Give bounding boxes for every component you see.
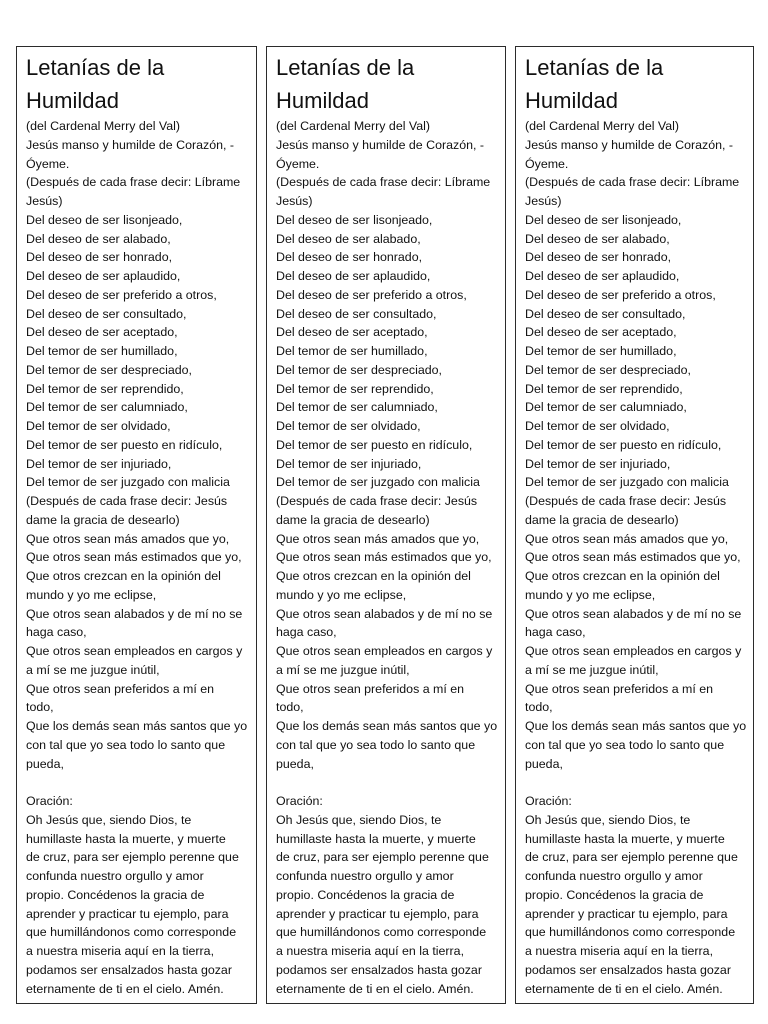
litany-line: con tal que yo sea todo lo santo que xyxy=(525,737,725,752)
litany-line: Que otros sean alabados y de mí no se xyxy=(276,606,493,621)
title-line: Letanías de la xyxy=(525,55,664,80)
litany-line: Del deseo de ser aceptado, xyxy=(276,325,428,340)
prayer-line: confunda nuestro orgullo y amor xyxy=(26,869,204,883)
litany-line: Jesús) xyxy=(26,194,63,208)
litany-line: Que otros sean empleados en cargos y xyxy=(26,644,243,658)
prayer-line: que humillándonos como corresponde xyxy=(26,925,237,940)
litany-line: Del temor de ser humillado, xyxy=(26,344,178,358)
prayer-text xyxy=(525,811,749,999)
litany-line: Del temor de ser olvidado, xyxy=(26,419,171,433)
attribution: (del Cardenal Merry del Val) xyxy=(525,119,680,133)
litany-line: haga caso, xyxy=(276,625,337,640)
litany-line: Que otros sean empleados en cargos y xyxy=(276,644,493,658)
litany-line: Del temor de ser injuriado, xyxy=(26,456,172,471)
attribution: (del Cardenal Merry del Val) xyxy=(26,119,181,133)
litany-line: Del temor de ser despreciado, xyxy=(276,362,442,377)
litany-line: Del deseo de ser preferido a otros, xyxy=(525,287,716,302)
litany-line: Del deseo de ser aplaudido, xyxy=(525,269,680,283)
litany-line: Del deseo de ser aceptado, xyxy=(525,325,677,340)
litany-line: Del temor de ser calumniado, xyxy=(26,400,188,415)
litany-line: Que otros sean preferidos a mí en xyxy=(525,681,714,696)
litany-line: haga caso, xyxy=(525,625,586,640)
litany-line: Jesús) xyxy=(276,194,313,208)
prayer-line: podamos ser ensalzados hasta gozar xyxy=(276,962,482,977)
litany-line: Que otros sean empleados en cargos y xyxy=(525,644,742,658)
litany-line: Del deseo de ser honrado, xyxy=(276,250,423,265)
litany-line: Del temor de ser puesto en ridículo, xyxy=(525,437,722,452)
prayer-line: propio. Concédenos la gracia de xyxy=(276,887,455,902)
litany-line: Del temor de ser calumniado, xyxy=(525,400,687,415)
litany-line: Que otros sean preferidos a mí en xyxy=(26,681,215,696)
litany-line: pueda, xyxy=(26,756,64,771)
litany-line: todo, xyxy=(525,700,553,715)
litany-line: Que otros sean alabados y de mí no se xyxy=(525,606,742,621)
prayer-line: confunda nuestro orgullo y amor xyxy=(276,869,454,883)
litany-line: Del temor de ser olvidado, xyxy=(276,419,421,433)
litany-line: Del temor de ser despreciado, xyxy=(525,362,691,377)
prayer-line: eternamente de ti en el cielo. Amén. xyxy=(525,981,723,996)
litany-line: Del temor de ser juzgado con malicia xyxy=(276,475,480,490)
litany-line: (Después de cada frase decir: Jesús xyxy=(26,494,228,508)
litany-line: Del temor de ser juzgado con malicia xyxy=(525,475,729,490)
litany-line: a mí se me juzgue inútil, xyxy=(26,662,160,677)
litany-line: con tal que yo sea todo lo santo que xyxy=(26,737,226,752)
litany-line: Jesús) xyxy=(525,194,562,208)
prayer-line: confunda nuestro orgullo y amor xyxy=(525,869,703,883)
prayer-heading: Oración: xyxy=(26,794,73,808)
prayer-line: eternamente de ti en el cielo. Amén. xyxy=(26,981,224,996)
title-line: Humildad xyxy=(26,88,119,113)
litany-line: Del temor de ser juzgado con malicia xyxy=(26,475,230,490)
litany-line: Que otros sean más amados que yo, xyxy=(525,531,729,546)
litany-list xyxy=(276,136,501,774)
litany-line: Del temor de ser injuriado, xyxy=(525,456,671,471)
litany-line: Que los demás sean más santos que yo xyxy=(26,719,248,733)
litany-line: Del temor de ser calumniado, xyxy=(276,400,438,415)
litany-line: Del deseo de ser consultado, xyxy=(276,306,437,321)
prayer-card-right xyxy=(515,46,754,1004)
litany-line: Del temor de ser reprendido, xyxy=(525,381,683,396)
prayer-line: podamos ser ensalzados hasta gozar xyxy=(525,962,731,977)
litany-line: (Después de cada frase decir: Líbrame xyxy=(26,175,241,190)
litany-line: Que otros sean preferidos a mí en xyxy=(276,681,465,696)
litany-line: todo, xyxy=(276,700,304,715)
litany-line: Del temor de ser puesto en ridículo, xyxy=(276,437,473,452)
litany-line: Del deseo de ser alabado, xyxy=(276,231,421,246)
litany-line: mundo y yo me eclipse, xyxy=(26,587,157,602)
litany-line: Del temor de ser humillado, xyxy=(525,344,677,358)
card-title xyxy=(525,51,749,117)
prayer-line: de cruz, para ser ejemplo perenne que xyxy=(276,850,489,865)
blank-line xyxy=(525,773,749,792)
litany-line: a mí se me juzgue inútil, xyxy=(525,662,659,677)
prayer-line: humillaste hasta la muerte, y muerte xyxy=(276,831,476,846)
litany-line: Que otros sean más estimados que yo, xyxy=(276,550,492,565)
litany-line: Del deseo de ser alabado, xyxy=(525,231,670,246)
litany-line: Del deseo de ser aplaudido, xyxy=(276,269,431,283)
litany-line: Del deseo de ser consultado, xyxy=(525,306,686,321)
litany-line: Que otros sean alabados y de mí no se xyxy=(26,606,243,621)
attribution: (del Cardenal Merry del Val) xyxy=(276,119,431,133)
litany-line: haga caso, xyxy=(26,625,87,640)
litany-line: Que otros crezcan en la opinión del xyxy=(276,569,471,583)
prayer-line: humillaste hasta la muerte, y muerte xyxy=(26,831,226,846)
title-line: Humildad xyxy=(525,88,618,113)
prayer-card-left xyxy=(16,46,257,1004)
prayer-line: propio. Concédenos la gracia de xyxy=(525,887,704,902)
litany-line: Que los demás sean más santos que yo xyxy=(525,719,747,733)
litany-line: Que otros crezcan en la opinión del xyxy=(26,569,221,583)
litany-line: Óyeme. xyxy=(26,156,70,171)
prayer-line: aprender y practicar tu ejemplo, para xyxy=(26,906,229,921)
litany-line: todo, xyxy=(26,700,54,715)
litany-line: Del deseo de ser preferido a otros, xyxy=(276,287,467,302)
prayer-line: podamos ser ensalzados hasta gozar xyxy=(26,962,232,977)
prayer-heading: Oración: xyxy=(525,794,572,808)
litany-line: Que otros sean más amados que yo, xyxy=(276,531,480,546)
litany-line: Jesús manso y humilde de Corazón, - xyxy=(26,137,234,152)
litany-line: a mí se me juzgue inútil, xyxy=(276,662,410,677)
litany-line: pueda, xyxy=(276,756,314,771)
litany-line: Del temor de ser humillado, xyxy=(276,344,428,358)
litany-line: Del temor de ser reprendido, xyxy=(26,381,184,396)
litany-line: Que los demás sean más santos que yo xyxy=(276,719,498,733)
prayer-line: que humillándonos como corresponde xyxy=(525,925,736,940)
blank-line xyxy=(276,773,501,792)
prayer-line: a nuestra miseria aquí en la tierra, xyxy=(26,944,215,958)
litany-line: pueda, xyxy=(525,756,563,771)
litany-line: mundo y yo me eclipse, xyxy=(525,587,656,602)
litany-line: Del deseo de ser alabado, xyxy=(26,231,171,246)
litany-line: Del deseo de ser lisonjeado, xyxy=(525,212,682,227)
litany-line: Del deseo de ser preferido a otros, xyxy=(26,287,217,302)
litany-list xyxy=(26,136,252,774)
prayer-card-center xyxy=(266,46,506,1004)
title-line: Letanías de la xyxy=(276,55,415,80)
title-line: Letanías de la xyxy=(26,55,165,80)
prayer-line: a nuestra miseria aquí en la tierra, xyxy=(276,944,465,958)
litany-line: (Después de cada frase decir: Jesús xyxy=(525,494,727,508)
litany-list xyxy=(525,136,749,774)
litany-line: Óyeme. xyxy=(525,156,569,171)
prayer-line: eternamente de ti en el cielo. Amén. xyxy=(276,981,474,996)
litany-line: Del deseo de ser consultado, xyxy=(26,306,187,321)
prayer-text xyxy=(276,811,501,999)
prayer-line: Oh Jesús que, siendo Dios, te xyxy=(525,812,691,827)
prayer-line: a nuestra miseria aquí en la tierra, xyxy=(525,944,714,958)
prayer-heading: Oración: xyxy=(276,794,323,808)
litany-line: dame la gracia de desearlo) xyxy=(276,512,430,527)
prayer-line: humillaste hasta la muerte, y muerte xyxy=(525,831,725,846)
litany-line: Del temor de ser olvidado, xyxy=(525,419,670,433)
prayer-line: Oh Jesús que, siendo Dios, te xyxy=(26,812,192,827)
litany-line: (Después de cada frase decir: Líbrame xyxy=(525,175,740,190)
litany-line: Que otros crezcan en la opinión del xyxy=(525,569,720,583)
litany-line: (Después de cada frase decir: Jesús xyxy=(276,494,478,508)
prayer-line: Oh Jesús que, siendo Dios, te xyxy=(276,812,442,827)
litany-line: Que otros sean más estimados que yo, xyxy=(525,550,741,565)
title-line: Humildad xyxy=(276,88,369,113)
prayer-line: propio. Concédenos la gracia de xyxy=(26,887,205,902)
litany-line: dame la gracia de desearlo) xyxy=(525,512,679,527)
prayer-line: que humillándonos como corresponde xyxy=(276,925,487,940)
litany-line: dame la gracia de desearlo) xyxy=(26,512,180,527)
prayer-line: aprender y practicar tu ejemplo, para xyxy=(276,906,479,921)
litany-line: Del temor de ser puesto en ridículo, xyxy=(26,437,223,452)
litany-line: Del deseo de ser honrado, xyxy=(525,250,672,265)
card-title xyxy=(276,51,501,117)
litany-line: Jesús manso y humilde de Corazón, - xyxy=(276,137,484,152)
litany-line: Del deseo de ser aceptado, xyxy=(26,325,178,340)
blank-line xyxy=(26,773,252,792)
litany-line: Del deseo de ser honrado, xyxy=(26,250,173,265)
litany-line: Del temor de ser despreciado, xyxy=(26,362,192,377)
litany-line: con tal que yo sea todo lo santo que xyxy=(276,737,476,752)
prayer-line: aprender y practicar tu ejemplo, para xyxy=(525,906,728,921)
litany-line: mundo y yo me eclipse, xyxy=(276,587,407,602)
prayer-line: de cruz, para ser ejemplo perenne que xyxy=(26,850,239,865)
litany-line: Que otros sean más amados que yo, xyxy=(26,531,230,546)
litany-line: Del temor de ser reprendido, xyxy=(276,381,434,396)
card-title xyxy=(26,51,252,117)
litany-line: (Después de cada frase decir: Líbrame xyxy=(276,175,491,190)
litany-line: Que otros sean más estimados que yo, xyxy=(26,550,242,565)
litany-line: Del deseo de ser lisonjeado, xyxy=(26,212,183,227)
litany-line: Del deseo de ser aplaudido, xyxy=(26,269,181,283)
litany-line: Del deseo de ser lisonjeado, xyxy=(276,212,433,227)
litany-line: Óyeme. xyxy=(276,156,320,171)
prayer-line: de cruz, para ser ejemplo perenne que xyxy=(525,850,738,865)
litany-line: Jesús manso y humilde de Corazón, - xyxy=(525,137,733,152)
litany-line: Del temor de ser injuriado, xyxy=(276,456,422,471)
prayer-text xyxy=(26,811,252,999)
